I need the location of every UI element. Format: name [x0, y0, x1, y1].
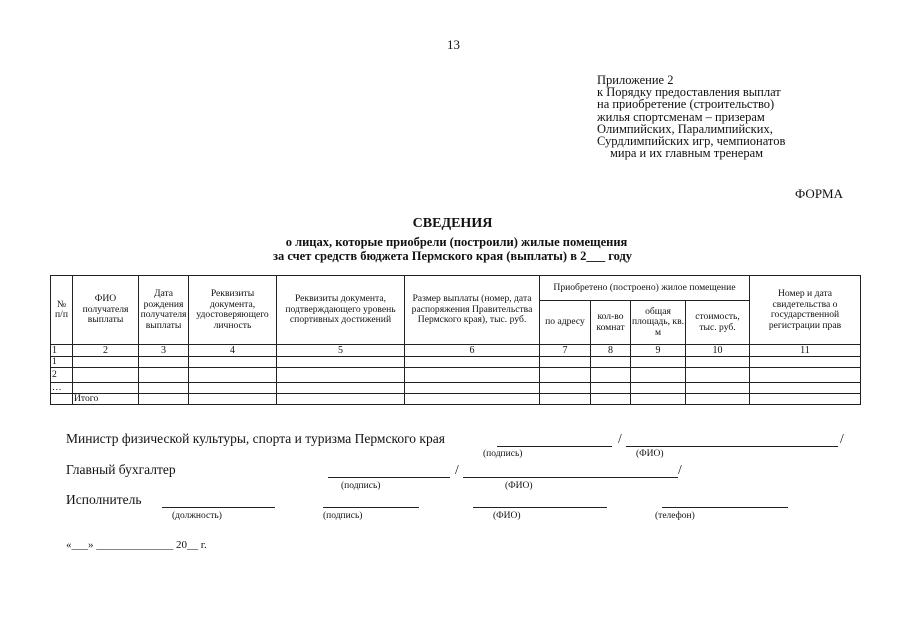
minister-fio-line [626, 446, 838, 447]
header-payment: Размер выплаты (номер, дата распоряжения Правительства Пермского края), тыс. руб. [405, 276, 540, 345]
header-fio: ФИО получателя выплаты [73, 276, 139, 345]
signature-caption: (подпись) [483, 449, 523, 459]
executor-label: Исполнитель [66, 492, 142, 507]
fio-caption: (ФИО) [493, 511, 521, 521]
executor-signature-line [323, 507, 419, 508]
date-line: «___» ______________ 20__ г. [66, 539, 207, 551]
row-name [73, 368, 139, 383]
column-number: 9 [631, 345, 686, 357]
header-area: общая площадь, кв. м [631, 301, 686, 345]
appendix-line: Олимпийских, Паралимпийских, [597, 121, 773, 136]
slash: / [678, 462, 682, 477]
minister-label: Министр физической культуры, спорта и туризма Пермского края [66, 431, 445, 446]
table-numbering-row [51, 345, 861, 357]
row-name [73, 357, 139, 368]
appendix-line: к Порядку предоставления выплат [597, 85, 781, 100]
header-cost: стоимость, тыс. руб. [686, 301, 750, 345]
executor-position-line [162, 507, 275, 508]
column-number: 5 [277, 345, 405, 357]
document-subtitle-2: за счет средств бюджета Пермского края (выплаты) в 2___ году [272, 249, 633, 263]
table-row [51, 368, 861, 383]
header-sport-document: Реквизиты документа, подтверждающего уровень спортивных достижений [277, 276, 405, 345]
appendix-line: мира и их главным тренерам [610, 146, 764, 161]
signature-caption: (подпись) [341, 481, 381, 491]
header-id-document: Реквизиты документа, удостоверяющего личность [189, 276, 277, 345]
header-acquired-group: Приобретено (построено) жилое помещение [540, 276, 750, 301]
column-number: 1 [51, 345, 73, 357]
column-number: 11 [750, 345, 861, 357]
phone-caption: (телефон) [655, 511, 695, 521]
header-address: по адресу [540, 301, 591, 345]
appendix-line: Приложение 2 [597, 73, 674, 87]
page-number: 13 [447, 37, 460, 52]
executor-phone-line [662, 507, 788, 508]
executor-fio-line [473, 507, 607, 508]
document-title: СВЕДЕНИЯ [412, 216, 493, 231]
minister-signature-line [497, 446, 612, 447]
column-number: 4 [189, 345, 277, 357]
accountant-label: Главный бухгалтер [66, 462, 176, 477]
column-number: 10 [686, 345, 750, 357]
slash: / [840, 431, 844, 446]
header-rooms: кол-во комнат [591, 301, 631, 345]
table-row [51, 383, 861, 394]
header-certificate: Номер и дата свидетельства о государственной регистрации прав [750, 276, 861, 345]
header-birthdate: Дата рождения получателя выплаты [139, 276, 189, 345]
form-label: ФОРМА [795, 186, 843, 201]
column-number: 8 [591, 345, 631, 357]
column-number: 3 [139, 345, 189, 357]
appendix-line: жилья спортсменам – призерам [597, 109, 765, 124]
slash: / [618, 431, 622, 446]
accountant-fio-line [463, 477, 678, 478]
row-name [73, 383, 139, 394]
row-number: … [51, 383, 73, 394]
appendix-line: на приобретение (строительство) [597, 97, 775, 112]
appendix-line: Сурдлимпийских игр, чемпионатов [597, 134, 786, 149]
header-num: № п/п [51, 276, 73, 345]
row-number: 1 [51, 357, 73, 368]
document-subtitle: о лицах, которые приобрели (построили) жилые помещения [285, 235, 628, 249]
table-header-row [51, 276, 861, 301]
column-number: 2 [73, 345, 139, 357]
row-total-label: Итого [73, 394, 139, 405]
fio-caption: (ФИО) [636, 449, 664, 459]
table-total-row [51, 394, 861, 405]
data-table [50, 275, 861, 405]
row-number: 2 [51, 368, 73, 383]
signature-caption: (подпись) [323, 511, 363, 521]
slash: / [455, 462, 459, 477]
appendix-note [597, 74, 857, 159]
column-number: 6 [405, 345, 540, 357]
accountant-signature-line [328, 477, 450, 478]
column-number: 7 [540, 345, 591, 357]
table-row [51, 357, 861, 368]
row-number [51, 394, 73, 405]
fio-caption: (ФИО) [505, 481, 533, 491]
position-caption: (должность) [172, 511, 222, 521]
